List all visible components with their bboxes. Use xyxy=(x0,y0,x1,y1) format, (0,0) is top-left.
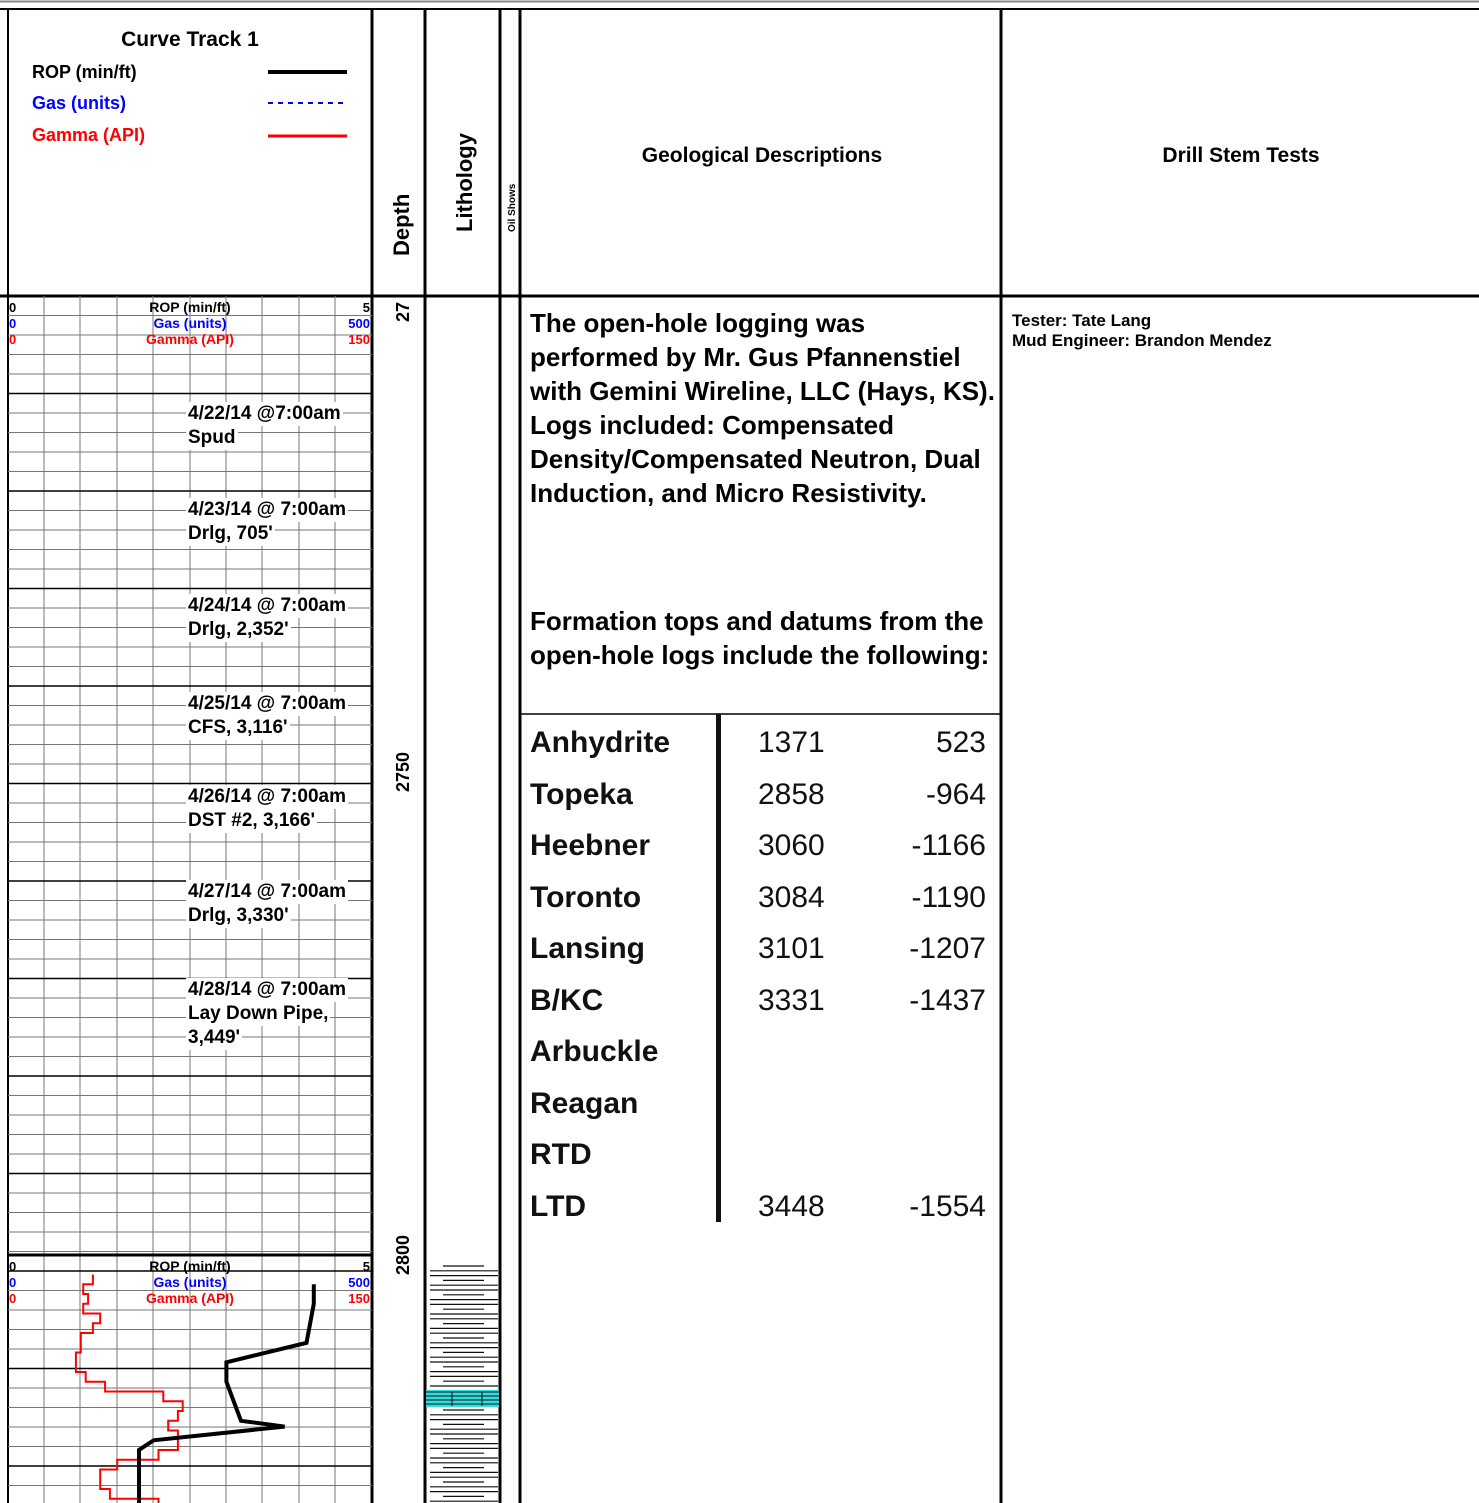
depth-header: Depth xyxy=(389,193,414,256)
event-date: 4/26/14 @ 7:00am xyxy=(188,786,346,807)
formation-depth: 3101 xyxy=(758,932,825,965)
legend xyxy=(32,62,347,145)
formation-top-row xyxy=(528,726,1000,766)
formation-datum: 523 xyxy=(935,726,986,759)
event-detail: Drlg, 705' xyxy=(188,523,273,544)
scale-min: 0 xyxy=(9,1291,17,1306)
scale-label: Gamma (API) xyxy=(146,1290,234,1306)
event-detail: Lay Down Pipe, xyxy=(188,1003,329,1024)
scale-label: Gamma (API) xyxy=(146,331,234,347)
scale-max: 5 xyxy=(362,1259,370,1274)
event-detail: CFS, 3,116' xyxy=(188,717,288,738)
formation-depth: 3084 xyxy=(758,880,825,914)
formation-name: Reagan xyxy=(530,1086,639,1120)
event-detail: 3,449' xyxy=(188,1027,241,1048)
formation-top-row xyxy=(528,1087,1000,1127)
formation-datum: -1554 xyxy=(909,1189,986,1223)
formation-datum: -1437 xyxy=(909,983,986,1017)
scale-label: Gas (units) xyxy=(153,1274,227,1290)
mud-engineer-label: Mud Engineer: Brandon Mendez xyxy=(1012,331,1272,350)
scale-label: Gas (units) xyxy=(153,315,227,331)
event-date: 4/25/14 @ 7:00am xyxy=(188,693,346,714)
event-detail: Drlg, 2,352' xyxy=(188,619,289,640)
formation-top-row xyxy=(528,1035,1000,1075)
depth-mark: 2800 xyxy=(393,1234,413,1275)
formation-name: Topeka xyxy=(530,777,633,811)
formation-top-row xyxy=(528,829,1000,869)
curve-track-title: Curve Track 1 xyxy=(121,28,259,51)
gamma-curve xyxy=(76,1275,190,1503)
formation-name: RTD xyxy=(530,1138,592,1171)
scale-label: ROP (min/ft) xyxy=(149,1258,231,1274)
scale-max: 500 xyxy=(348,316,370,331)
dst-header: Drill Stem Tests xyxy=(1162,144,1320,167)
formation-top-row xyxy=(528,778,1000,818)
formation-datum: -1166 xyxy=(911,829,986,862)
legend-rop-label: ROP (min/ft) xyxy=(32,62,137,82)
formation-depth: 3060 xyxy=(758,829,825,862)
scale-max: 5 xyxy=(362,300,370,315)
formation-name: B/KC xyxy=(530,983,604,1017)
formation-datum: -1190 xyxy=(911,880,986,914)
event-detail: Drlg, 3,330' xyxy=(188,905,289,926)
formation-name: Toronto xyxy=(530,880,642,914)
curves xyxy=(44,1275,313,1503)
formation-datum: -964 xyxy=(925,777,986,811)
geo-header: Geological Descriptions xyxy=(641,144,883,167)
depth-mark: 2750 xyxy=(393,751,413,792)
formation-depth: 3331 xyxy=(758,983,825,1017)
formation-top-row xyxy=(528,1190,1000,1230)
lithology-column xyxy=(426,1266,499,1501)
dst-info xyxy=(1012,311,1272,351)
formation-name: Anhydrite xyxy=(530,726,671,759)
scale-min: 0 xyxy=(9,300,17,315)
formation-top-row xyxy=(528,932,1000,972)
formation-depth: 3448 xyxy=(758,1189,825,1223)
depth-mark: 27 xyxy=(393,301,413,322)
scale-max: 150 xyxy=(348,332,370,347)
scale-min: 0 xyxy=(9,1259,17,1274)
formation-depth: 2858 xyxy=(758,777,825,811)
formation-top-row xyxy=(528,1138,1000,1178)
event-date: 4/27/14 @ 7:00am xyxy=(188,881,346,902)
geo-paragraph-2: Formation tops and datums from the open-hole logs include the following: xyxy=(530,606,990,670)
scale-label: ROP (min/ft) xyxy=(149,299,231,315)
scale-min: 0 xyxy=(9,332,17,347)
event-date: 4/24/14 @ 7:00am xyxy=(188,595,346,616)
legend-gamma-label: Gamma (API) xyxy=(32,125,146,145)
event-date: 4/22/14 @7:00am xyxy=(188,403,341,424)
scale-min: 0 xyxy=(9,316,17,331)
formation-name: LTD xyxy=(530,1189,587,1223)
event-detail: DST #2, 3,166' xyxy=(188,810,316,831)
rop-curve xyxy=(44,1284,313,1503)
legend-gas-label: Gas (units) xyxy=(32,93,127,113)
event-detail: Spud xyxy=(188,427,236,448)
lithology-header: Lithology xyxy=(452,133,477,232)
event-date: 4/28/14 @ 7:00am xyxy=(188,979,346,1000)
formation-datum: -1207 xyxy=(909,932,986,965)
formation-top-row xyxy=(528,984,1000,1024)
formation-top-row xyxy=(528,881,1000,921)
scale-max: 500 xyxy=(348,1275,370,1290)
formation-name: Heebner xyxy=(530,829,651,862)
scale-max: 150 xyxy=(348,1291,370,1306)
event-date: 4/23/14 @ 7:00am xyxy=(188,499,346,520)
geo-paragraph-1: The open-hole logging was performed by Mr. Gus Pfannenstiel with Gemini Wireline, LLC (Hays, KS). Logs included: Compensated Density/Compensated Neutron, Dual Induction, and Micro Resistivity. xyxy=(530,308,995,508)
formation-name: Arbuckle xyxy=(530,1035,659,1068)
depth-marks xyxy=(393,302,413,1275)
formation-depth: 1371 xyxy=(758,726,825,759)
oil-shows-header: Oil Shows xyxy=(507,183,518,232)
tester-label: Tester: Tate Lang xyxy=(1012,311,1152,330)
formation-name: Lansing xyxy=(530,932,646,965)
scale-min: 0 xyxy=(9,1275,17,1290)
